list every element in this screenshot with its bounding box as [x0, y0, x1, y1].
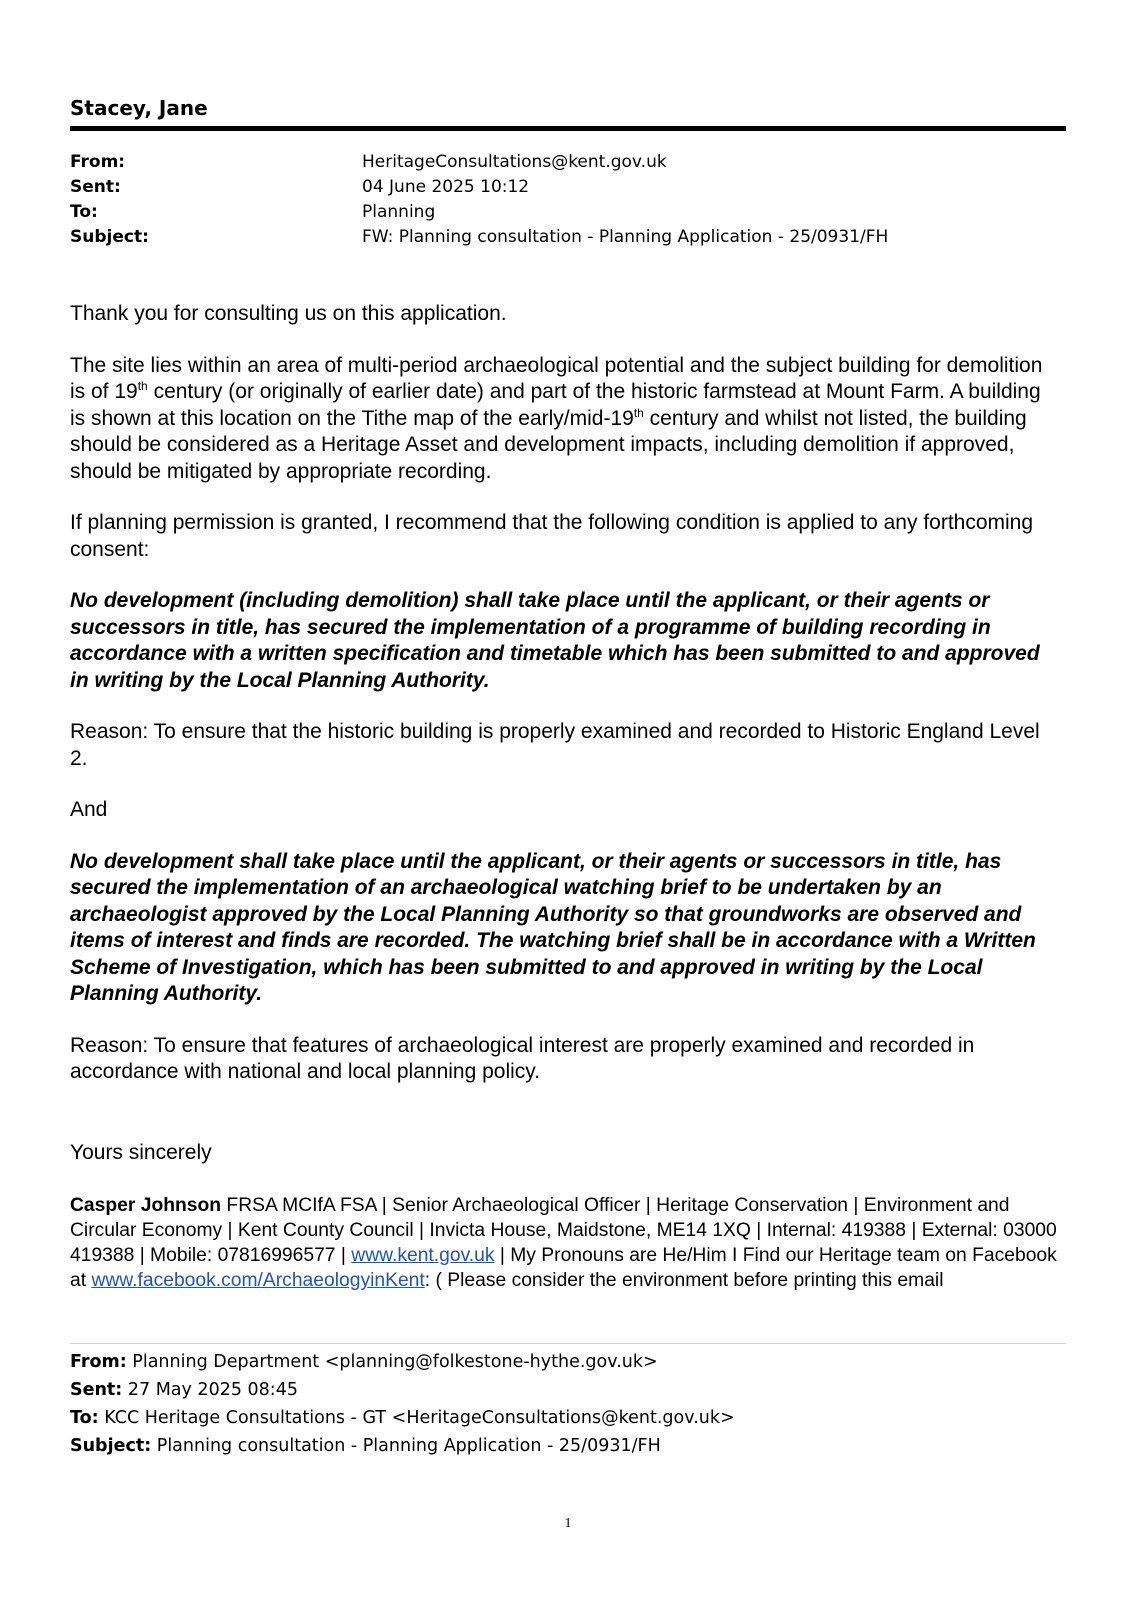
- email-body: [70, 301, 1060, 1086]
- to-value: Planning: [362, 202, 436, 222]
- header-divider: [70, 126, 1066, 131]
- sent-label: Sent:: [70, 177, 121, 197]
- reason-building-recording: Reason: To ensure that the historic building is properly examined and recorded to Historic England Level 2.: [70, 720, 1040, 770]
- forwarded-header: [70, 1352, 1066, 1464]
- condition-building-recording: No development (including demolition) shall take place until the applicant, or their agents or successors in title, has secured the implementation of a programme of building recording in accordance with a written specification and timetable which has been submitted to and approved in writing by the Local Planning Authority.: [70, 589, 1040, 692]
- subject-label: Subject:: [70, 227, 149, 247]
- to-label: To:: [70, 202, 98, 222]
- sender-name: Stacey, Jane: [70, 96, 208, 120]
- intro-paragraph: Thank you for consulting us on this application.: [70, 302, 507, 325]
- kent-website-link[interactable]: www.kent.gov.uk: [351, 1245, 495, 1266]
- and-paragraph: And: [70, 798, 108, 821]
- sent-row: [70, 177, 1066, 202]
- facebook-link[interactable]: www.facebook.com/ArchaeologyinKent: [91, 1270, 425, 1291]
- to-row: [70, 202, 1066, 227]
- forwarded-sent: Sent: 27 May 2025 08:45: [70, 1380, 298, 1400]
- subject-value: FW: Planning consultation - Planning Application - 25/0931/FH: [362, 227, 889, 247]
- page-number: 1: [564, 1516, 572, 1531]
- signoff: Yours sincerely: [70, 1141, 212, 1164]
- recommendation-paragraph: If planning permission is granted, I recommend that the following condition is applied to any forthcoming consent:: [70, 511, 1034, 561]
- forwarded-to: To: KCC Heritage Consultations - GT <HeritageConsultations@kent.gov.uk>: [70, 1408, 735, 1428]
- signatory-name: Casper Johnson: [70, 1195, 222, 1216]
- subject-row: [70, 227, 1066, 252]
- reason-watching-brief: Reason: To ensure that features of archaeological interest are properly examined and recorded in accordance with national and local planning policy.: [70, 1033, 975, 1083]
- sent-value: 04 June 2025 10:12: [362, 177, 530, 197]
- from-label: From:: [70, 152, 126, 172]
- site-paragraph: The site lies within an area of multi-period archaeological potential and the subject building for demolition is of 19th century (or originally of earlier date) and part of the historic farmstead at Mount Farm. A building is shown at this location on the Tithe map of the early/mid-19th century and whilst not listed, the building should be considered as a Heritage Asset and development impacts, including demolition if approved, should be mitigated by appropriate recording.: [70, 353, 1043, 483]
- forwarded-from: From: Planning Department <planning@folkestone-hythe.gov.uk>: [70, 1352, 658, 1372]
- forwarded-subject: Subject: Planning consultation - Planning Application - 25/0931/FH: [70, 1436, 661, 1456]
- from-value: HeritageConsultations@kent.gov.uk: [362, 152, 667, 172]
- condition-watching-brief: No development shall take place until the applicant, or their agents or successors in title, has secured the implementation of an archaeological watching brief to be undertaken by an archaeologist approved by the Local Planning Authority so that groundworks are observed and items of interest and finds are recorded. The watching brief shall be in accordance with a Written Scheme of Investigation, which has been submitted to and approved in writing by the Local Planning Authority.: [70, 849, 1036, 1005]
- from-row: [70, 152, 1066, 177]
- forward-divider: [70, 1343, 1066, 1344]
- email-signature: Casper Johnson FRSA MCIfA FSA | Senior Archaeological Officer | Heritage Conservation | Environment and Circular Economy | Kent County Council | Invicta House, Maidstone, ME14 1XQ | Internal: 419388 | External: 03000 419388 | Mobile: 07816996577 | www.kent.gov.uk | My Pronouns are He/Him I Find our Heritage team on Facebook at www.facebook.com/ArchaeologyinKent: ( Please consider the environment before printing this email: [70, 1195, 1057, 1291]
- email-header-fields: [70, 152, 1066, 252]
